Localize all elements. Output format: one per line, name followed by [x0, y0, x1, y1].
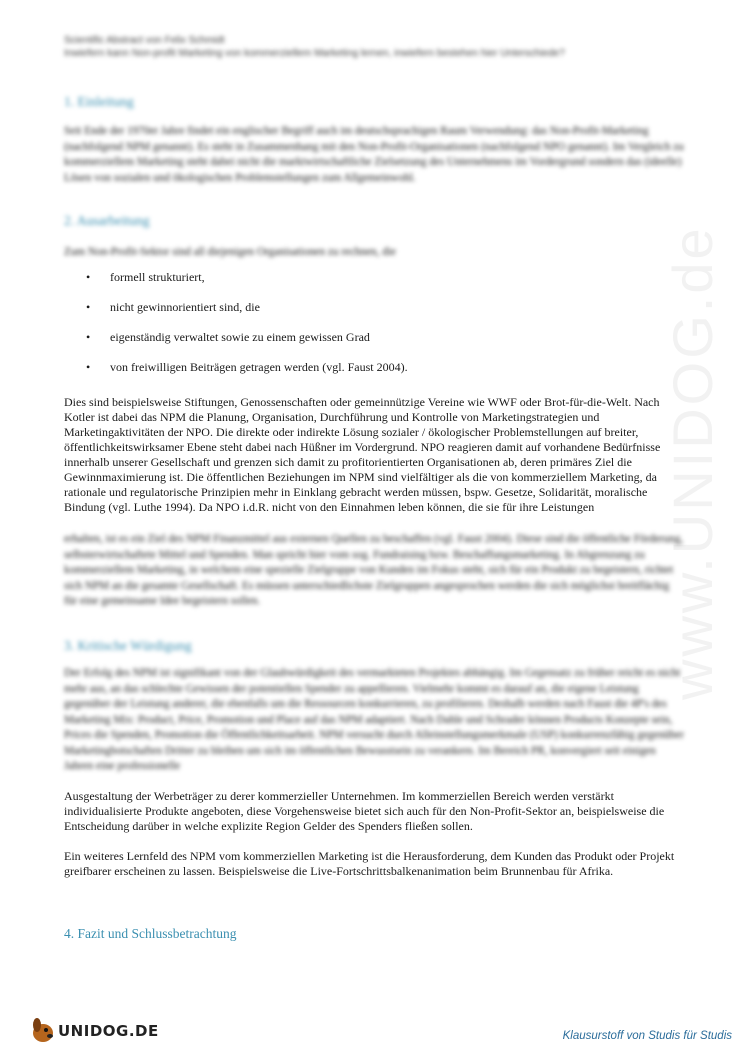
- section-2-heading: 2. Ausarbeitung: [64, 213, 150, 228]
- section-2-intro: Zum Non-Profit-Sektor sind all diejenigen Organisationen zu rechnen, die: [64, 246, 396, 258]
- bullet-icon: •: [86, 360, 91, 374]
- logo-text: UNIDOG.DE: [58, 1022, 159, 1040]
- header-line-2: Inwiefern kann Non-profit Marketing von kommerziellem Marketing lernen, inwiefern bestehen hier Unterschiede?: [64, 48, 565, 59]
- footer-tagline: Klausurstoff von Studis für Studis: [562, 1030, 732, 1042]
- section-4-heading: 4. Fazit und Schlussbetrachtung: [64, 926, 237, 941]
- page-header: [64, 34, 684, 60]
- section-2-body-blurred: erhalten, ist es ein Ziel des NPM Finanzmittel aus externen Quellen zu beschaffen (vgl. Faust 2004). Diese sind die öffentliche Förderung, selbsterwirtschaftete Mittel und Spenden. Man spricht hier vom sog. Fundraising bzw. Beschaffungsmarketing. In Abgrenzung zu kommerziellem Marketing, in welchem eine spezielle Zielgruppe von Kunden im Fokus steht, sich für ein Produkt zu begeistern, richtet sich NPM an die gesamte Gesellschaft. Es müssen unterschiedlichste Zielgruppen angesprochen werden die sich möglichst breitflächig für eine gemeinsame Idee begeistern sollen.: [64, 533, 684, 607]
- dog-icon: [28, 1015, 58, 1045]
- section-3-heading: 3. Kritische Würdigung: [64, 638, 192, 653]
- watermark: www.UNIDOG.de: [661, 225, 724, 700]
- list-item: • formell strukturiert,: [86, 270, 205, 284]
- bullet-icon: •: [86, 300, 91, 314]
- header-line-1: Scientific Abstract von Felix Schmidt: [64, 35, 225, 46]
- bullet-icon: •: [86, 330, 91, 344]
- list-item: • nicht gewinnorientiert sind, die: [86, 300, 260, 314]
- unidog-logo[interactable]: [28, 1015, 168, 1045]
- section-1-text: Seit Ende der 1970er Jahre findet ein englischer Begriff auch im deutschsprachigen Raum Verwendung: das Non-Profit-Marketing (nachfolgend NPM genannt). Es steht in Zusammenhang mit den Non-Profit-Organisationen (nachfolgend NPO genannt). Im Vergleich zu kommerziellem Marketing steht dabei nicht die marktwirtschaftliche Zielsetzung des Unternehmens im Vordergrund sondern das (ideelle) Lösen von sozialen und ökologischen Problemstellungen zum Allgemeinwohl.: [64, 125, 684, 184]
- list-item: • von freiwilligen Beiträgen getragen werden (vgl. Faust 2004).: [86, 360, 408, 374]
- section-3-body-2: Ein weiteres Lernfeld des NPM vom kommerziellen Marketing ist die Herausforderung, dem Kunden das Produkt oder Projekt greifbarer erscheinen zu lassen. Beispielsweise die Live-Fortschrittsbalkenanimation beim Brunnenbau für Afrika.: [64, 849, 675, 878]
- criteria-list: [86, 270, 646, 390]
- section-3-blurred: Der Erfolg des NPM ist signifikant von der Glaubwürdigkeit des vermarkteten Projektes abhängig. Im Gegensatz zu früher reicht es nicht mehr aus, an das schlechte Gewissen der potentiellen Spender zu appellieren. Vielmehr kommt es darauf an, die eigene Leistung gegenüber der Leistung anderer, die ebenfalls um die Ressourcen konkurrieren, zu profilieren. Deshalb werden nach Faust die 4P's des Marketing Mix: Product, Price, Promotion und Place auf das NPM adaptiert. Nach Dahle und Schrader können Products Konzepte sein, Prices die Spenden, Promotion die Öffentlichkeitsarbeit. NPM versucht durch Alleinstellungsmerkmale (USP) konkurrenzfähig gegenüber Marketingbotschaften Dritter zu bleiben um sich im öffentlichen Bewusstsein zu verankern. Im Bereich PR, konvergiert seit einigen Jahren eine professionelle: [64, 667, 684, 772]
- section-3-body: Ausgestaltung der Werbeträger zu derer kommerzieller Unternehmen. Im kommerziellen Bereich werden verstärkt individualisierte Produkte angeboten, diese Vorgehensweise bietet sich auch für den Non-Profit-Sektor an, beispielsweise die Entscheidung darüber in welche explizite Region Gelder des Spenders fließen sollen.: [64, 789, 665, 833]
- section-1-heading: 1. Einleitung: [64, 94, 134, 109]
- bullet-icon: •: [86, 270, 91, 284]
- list-item: • eigenständig verwaltet sowie zu einem gewissen Grad: [86, 330, 370, 344]
- section-2-body: Dies sind beispielsweise Stiftungen, Genossenschaften oder gemeinnützige Vereine wie WWF oder Brot-für-die-Welt. Nach Kotler ist dabei das NPM die Planung, Organisation, Durchführung und Kontrolle von Marketingstrategien und Marketingaktivitäten der NPO. Die direkte oder indirekte Lösung sozialer / ökologischer Problemstellungen auf breiter, öffentlichkeitswirksamer Ebene steht dabei nach Hüßner im Vordergrund. NPO reagieren damit auf vorhandene Bedürfnisse innerhalb unserer Gesellschaft und grenzen sich damit zu profitorientierten Organisationen ab, deren primäres Ziel die Gewinnmaximierung ist. Die öffentlichen Beziehungen im NPM sind vielfältiger als die von kommerziellem Marketing, da rationale und regulatorische Prinzipien mehr in Einklang gebracht werden müssen, bspw. Gesetze, Solidarität, moralische Bindung (vgl. Luthe 1994). Da NPO i.d.R. nicht von den Einnahmen leben können, die sie für ihre Leistungen: [64, 395, 661, 514]
